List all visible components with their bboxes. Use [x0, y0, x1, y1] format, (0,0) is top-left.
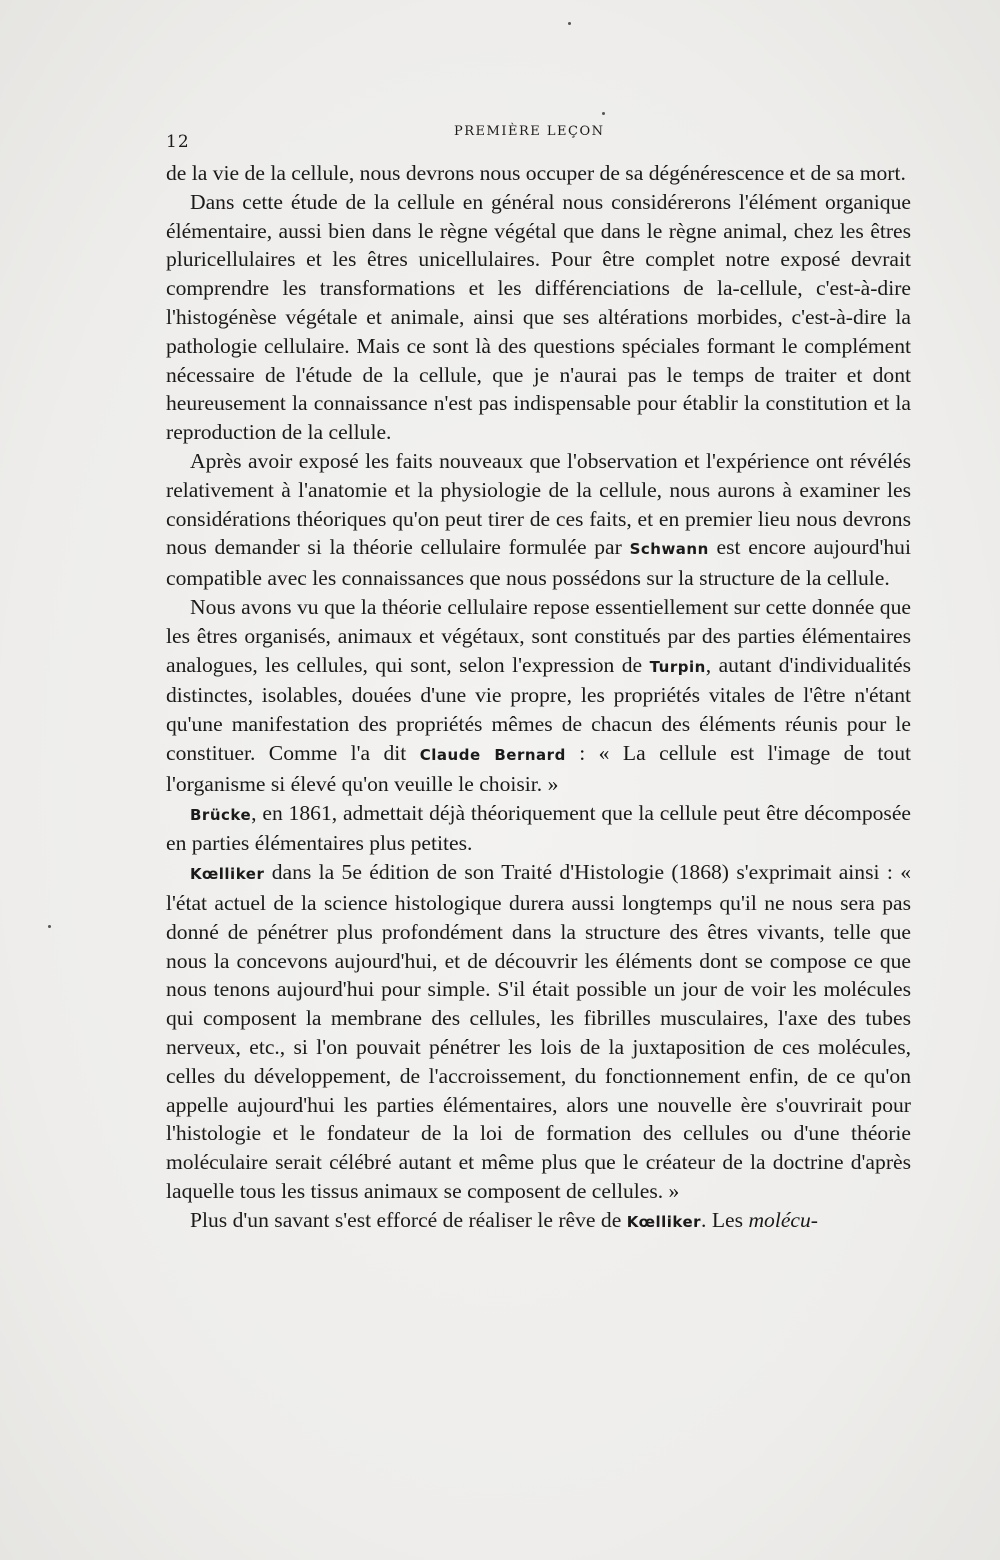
- page-header: [166, 124, 911, 154]
- italic-word: molécu-: [748, 1207, 818, 1232]
- author-name: Kœlliker: [626, 1212, 702, 1231]
- author-name: Turpin: [649, 657, 706, 676]
- ink-speck: [602, 112, 605, 115]
- paragraph: Kœlliker dans la 5e édition de son Traité d'Histologie (1868) s'exprimait ainsi : « l'état actuel de la science histologique durera aussi longtemps qu'il ne nous sera pas donné de pénétrer plus profondément dans la structure des êtres vivants, telle que nous la concevons aujourd'hui, et de découvrir les éléments dont se compose ce que nous tenons aujourd'hui pour simple. S'il était possible un jour de voir les molécules qui composent la membrane des cellules, les fibrilles musculaires, l'axe des tubes nerveux, etc., si l'on pouvait pénétrer les lois de la juxtaposition de ces molécules, celles du développement, de l'accroissement, du fonctionnement enfin, de ce qu'on appelle aujourd'hui les parties élémentaires, alors une nouvelle ère s'ouvrirait pour l'histologie et le fondateur de la loi de formation des cellules ou d'une théorie moléculaire serait célébré autant et même plus que le créateur de la doctrine d'après laquelle tous les tissus animaux se composent de cellules. »: [166, 860, 911, 1203]
- paragraph: Brücke, en 1861, admettait déjà théoriquement que la cellule peut être décomposée en parties élémentaires plus petites.: [166, 800, 911, 856]
- ink-speck: [48, 925, 51, 928]
- page-number: 12: [166, 132, 190, 152]
- paragraph: Après avoir exposé les faits nouveaux que l'observation et l'expérience ont révélés relativement à l'anatomie et la physiologie de la cellule, nous aurons à examiner les considérations théoriques qu'on peut tirer de ces faits, et en premier lieu nous devrons nous demander si la théorie cellulaire formulée par Schwann est encore aujourd'hui compatible avec les connaissances que nous possédons sur la structure de la cellule.: [166, 448, 911, 591]
- paragraph: Plus d'un savant s'est efforcé de réaliser le rêve de Kœlliker. Les molécu-: [190, 1207, 818, 1232]
- paragraph: Nous avons vu que la théorie cellulaire repose essentiellement sur cette donnée que les êtres organisés, animaux et végétaux, sont constitués par des parties élémentaires analogues, les cellules, qui sont, selon l'expression de Turpin, autant d'individualités distinctes, isolables, douées d'une vie propre, les propriétés vitales de l'être n'étant qu'une manifestation des propriétés mêmes de chacun des éléments réunis pour le constituer. Comme l'a dit Claude Bernard : « La cellule est l'image de tout l'organisme si élevé qu'on veuille le choisir. »: [166, 594, 912, 796]
- author-name: Claude Bernard: [419, 745, 566, 764]
- ink-speck: [568, 22, 571, 25]
- body-text: [166, 159, 911, 1236]
- paragraph: de la vie de la cellule, nous devrons nous occuper de sa dégénérescence et de sa mort.: [166, 161, 906, 185]
- running-head: PREMIÈRE LEÇON: [454, 124, 605, 139]
- author-name: Schwann: [629, 540, 709, 559]
- author-name: Brücke: [190, 805, 252, 824]
- author-name: Kœlliker: [190, 865, 265, 884]
- paragraph: Dans cette étude de la cellule en général nous considérerons l'élément organique élémentaire, aussi bien dans le règne végétal que dans le règne animal, chez les êtres pluricellulaires et les êtres unicellulaires. Pour être complet notre exposé devrait comprendre les transformations et les différenciations de la-cellule, c'est-à-dire l'histogénèse végétale et animale, ainsi que ses altérations morbides, c'est-à-dire la pathologie cellulaire. Mais ce sont là des questions spéciales formant le complément nécessaire de l'étude de la cellule, que je n'aurai pas le temps de traiter et dont heureusement la connaissance n'est pas indispensable pour établir la constitution et la reproduction de la cellule.: [166, 189, 911, 445]
